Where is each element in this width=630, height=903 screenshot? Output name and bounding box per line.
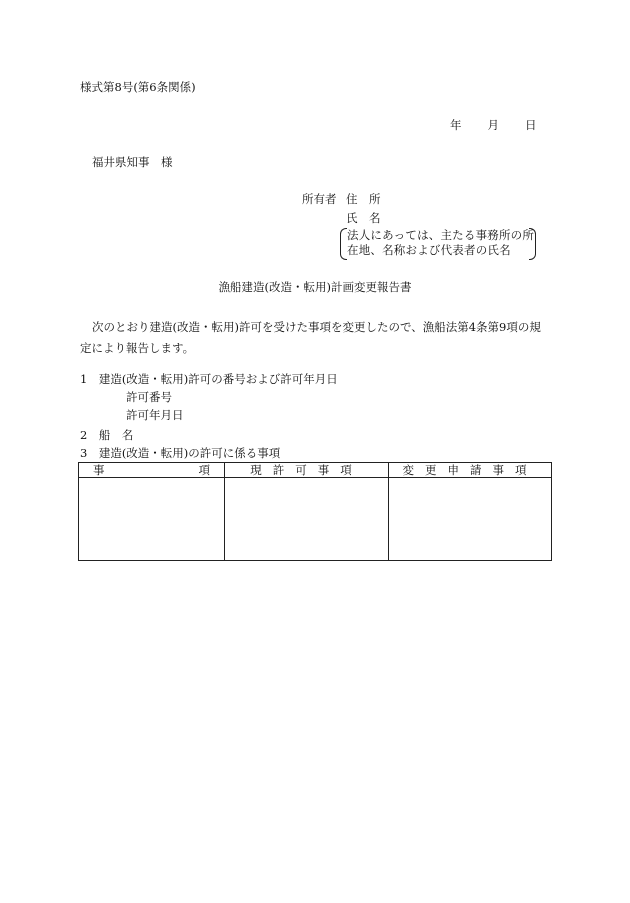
cell-current-permit — [225, 478, 389, 561]
header-matter: 事項 — [79, 463, 225, 478]
right-bracket — [529, 228, 536, 260]
matters-table — [78, 462, 552, 561]
corporate-note-line-2: 在地、名称および代表者の氏名 — [347, 243, 511, 257]
item-permit-number-date: 1 建造(改造・転用)許可の番号および許可年月日 — [80, 372, 338, 386]
document-title: 漁船建造(改造・転用)計画変更報告書 — [218, 280, 412, 294]
table-header-row — [79, 463, 552, 478]
address-label: 住 所 — [346, 192, 381, 206]
cell-change-request — [389, 478, 552, 561]
cell-matter — [79, 478, 225, 561]
header-current-permit: 現許可事項 — [225, 463, 389, 478]
date-year: 年 — [450, 118, 462, 132]
date-month: 月 — [487, 118, 499, 132]
header-change-request: 変更申請事項 — [389, 463, 552, 478]
name-label: 氏 名 — [346, 211, 381, 225]
corporate-note-line-1: 法人にあっては、主たる事務所の所 — [347, 228, 535, 242]
table-row — [79, 478, 552, 561]
corporate-note — [340, 228, 536, 260]
item-vessel-name: 2 船 名 — [80, 428, 134, 442]
item-permit-number: 許可番号 — [126, 390, 172, 404]
date-day: 日 — [525, 118, 537, 132]
left-bracket — [340, 228, 347, 260]
item-permit-matters: 3 建造(改造・転用)の許可に係る事項 — [80, 446, 281, 460]
item-permit-date: 許可年月日 — [126, 408, 184, 422]
body-text: 次のとおり建造(改造・転用)許可を受けた事項を変更したので、漁船法第4条第9項の規定により報告します。 — [80, 320, 541, 355]
form-number: 様式第8号(第6条関係) — [80, 80, 196, 94]
owner-label: 所有者 — [302, 192, 337, 206]
addressee: 福井県知事 様 — [92, 155, 173, 169]
date-line — [450, 120, 537, 132]
